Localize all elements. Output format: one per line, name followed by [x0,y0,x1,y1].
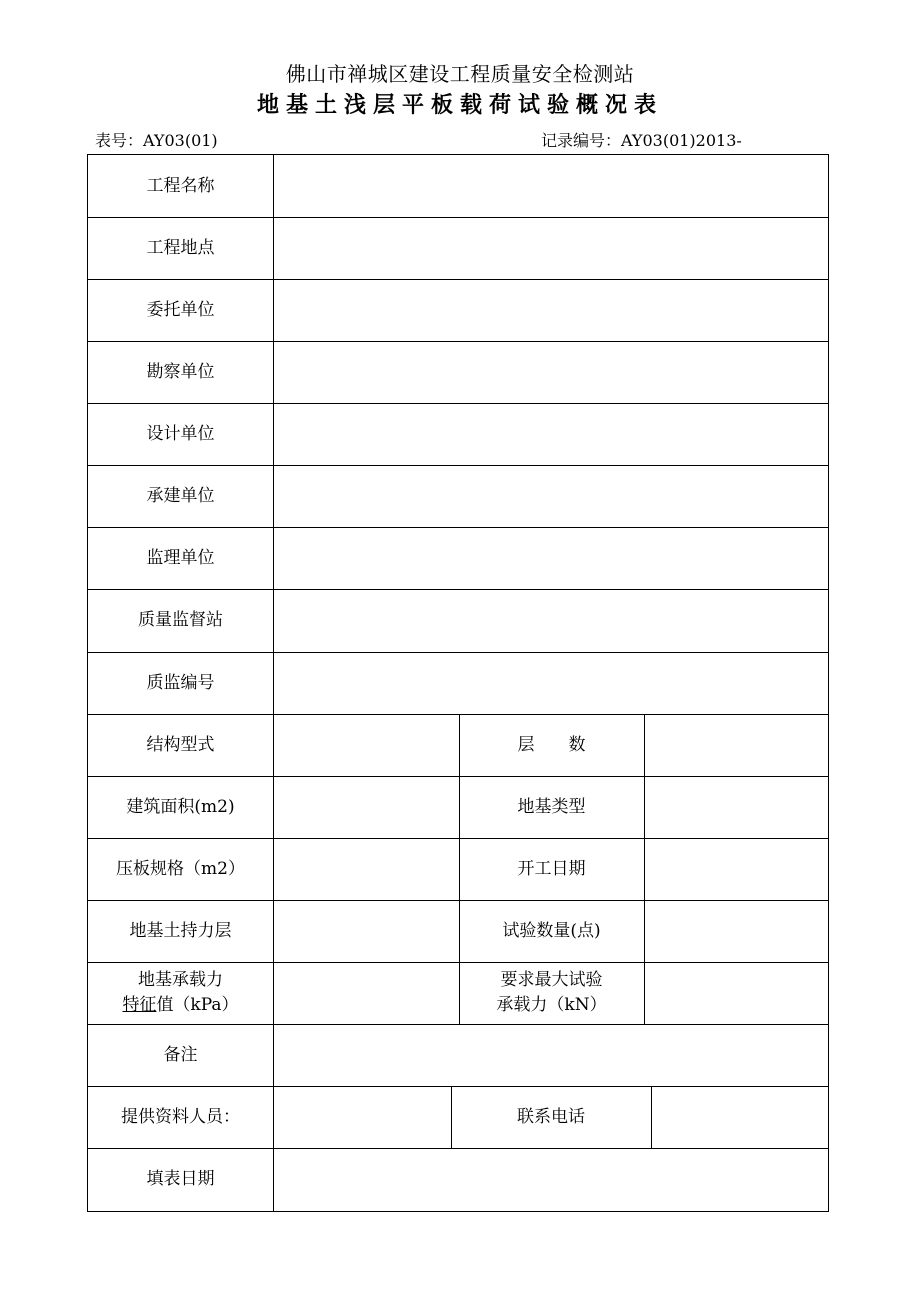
label-design-unit: 设计单位 [146,423,215,444]
value-project-location[interactable] [274,217,828,279]
survey-form-table [87,154,829,1212]
label-bearing-capacity-line1: 地基承载力 [138,970,223,991]
label-project-location: 工程地点 [146,237,215,258]
value-quality-number[interactable] [274,652,828,714]
organization-name: 佛山市禅城区建设工程质量安全检测站 [285,62,635,86]
label-client-unit: 委托单位 [146,299,215,320]
value-start-date[interactable] [645,838,828,900]
value-remarks[interactable] [274,1024,828,1086]
label-start-date: 开工日期 [517,858,586,879]
value-phone[interactable] [652,1086,828,1148]
label-phone: 联系电话 [517,1106,585,1127]
label-max-load-line1: 要求最大试验 [500,970,603,991]
value-quality-station[interactable] [274,589,828,652]
label-underlined-text: 特征 [122,995,157,1015]
label-plate-spec: 压板规格（m2） [116,858,245,879]
value-bearing-layer[interactable] [274,900,459,962]
value-fill-date[interactable] [274,1148,828,1211]
label-bearing-capacity-line2 [122,993,238,1018]
value-design-unit[interactable] [274,403,828,465]
value-survey-unit[interactable] [274,341,828,403]
label-foundation-type: 地基类型 [517,796,586,817]
label-unit-text: 值（kPa） [156,995,239,1015]
record-number: 记录编号：AY03(01)2013- [541,131,742,150]
label-max-load-line2: 承载力（kN） [496,995,607,1015]
label-floors: 层 数 [517,734,586,755]
label-bearing-layer: 地基土持力层 [129,920,232,941]
value-provider[interactable] [274,1086,451,1148]
label-quality-station: 质量监督站 [138,610,223,631]
value-building-area[interactable] [274,776,459,838]
label-test-count: 试验数量(点) [502,920,601,941]
label-building-area: 建筑面积(m2) [126,796,235,817]
label-survey-unit: 勘察单位 [146,361,215,382]
value-construction-unit[interactable] [274,465,828,527]
value-bearing-capacity[interactable] [274,962,459,1024]
value-supervision-unit[interactable] [274,527,828,589]
value-foundation-type[interactable] [645,776,828,838]
value-project-name[interactable] [274,155,828,217]
value-test-count[interactable] [645,900,828,962]
label-quality-number: 质监编号 [146,672,215,693]
label-provider: 提供资料人员： [121,1106,240,1127]
value-max-load[interactable] [645,962,828,1024]
value-floors[interactable] [645,714,828,776]
value-client-unit[interactable] [274,279,828,341]
value-structure-type[interactable] [274,714,459,776]
label-project-name: 工程名称 [146,175,215,196]
form-number: 表号：AY03(01) [95,131,218,150]
label-remarks: 备注 [163,1044,198,1065]
label-max-load [459,962,644,1024]
label-bearing-capacity [88,962,273,1024]
form-title: 地基土浅层平板载荷试验概况表 [256,93,663,118]
label-construction-unit: 承建单位 [146,485,215,506]
label-structure-type: 结构型式 [146,734,215,755]
value-plate-spec[interactable] [274,838,459,900]
label-fill-date: 填表日期 [146,1169,215,1190]
label-supervision-unit: 监理单位 [146,547,215,568]
